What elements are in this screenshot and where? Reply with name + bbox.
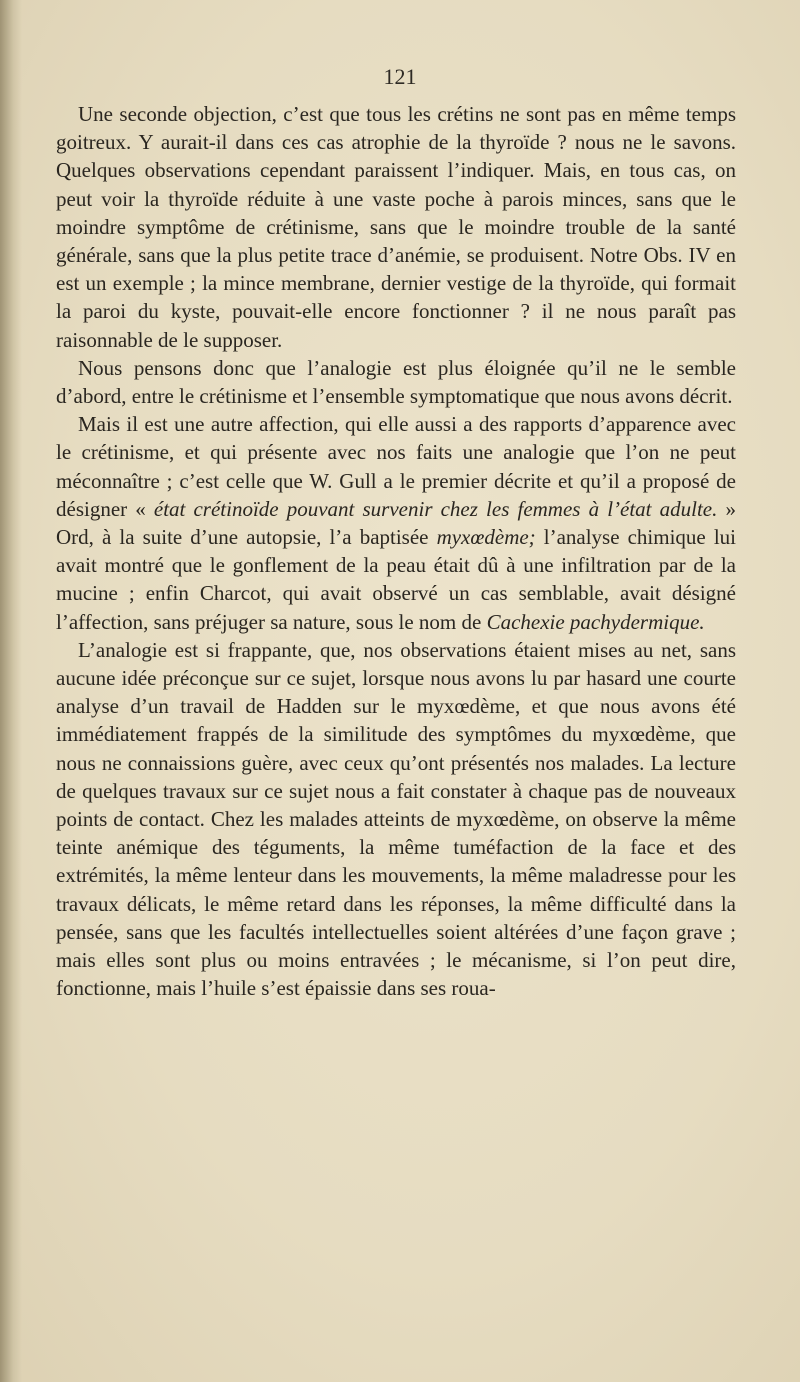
page-number: 121: [383, 64, 417, 89]
paragraph: [56, 636, 736, 1003]
italic-text: Cachexie pachydermique.: [486, 609, 705, 634]
text-run: Une seconde objection, c’est que tous les crétins ne sont pas en même temps goitreux. Y aurait-il dans ces cas atrophie de la thyroïde ? nous ne le savons. Quelques observations cependant paraissent l’indiquer. Mais, en tous cas, on peut voir la thyroïde réduite à une vaste poche à parois minces, sans que le moindre symptôme de crétinisme, sans que le moindre trouble de la santé générale, sans que la plus petite trace d’anémie, se produisent. Notre Obs. IV en est un exemple ; la mince membrane, dernier vestige de la thyroïde, qui formait la paroi du kyste, pouvait-elle encore fonctionner ? il ne nous paraît pas raisonnable de le supposer.: [56, 102, 736, 352]
paragraph: [56, 354, 736, 410]
body-text: [56, 100, 736, 1003]
italic-text: état crétinoïde pouvant survenir chez les femmes à l’état adulte.: [153, 496, 718, 521]
paragraph: [56, 410, 736, 636]
text-run: Mais il est une autre affection, qui elle aussi a des rapports d’apparence avec le crétinisme, et qui présente avec nos faits une analogie que l’on ne peut méconnaître ; c’est celle que W. Gull a le premier décrite et qu’il a proposé de désigner «: [56, 412, 736, 521]
text-run: L’analogie est si frappante, que, nos observations étaient mises au net, sans aucune idée préconçue sur ce sujet, lorsque nous avons lu par hasard une courte analyse d’un travail de Hadden sur le myxœdème, et que nous avons été immédiatement frappés de la similitude des symptômes du myxœdème, que nous ne connaissions guère, avec ceux qu’ont présentés nos malades. La lecture de quelques travaux sur ce sujet nous a fait constater à chaque pas de nouveaux points de contact. Chez les malades atteints de myxœdème, on observe la même teinte anémique des téguments, la même tuméfaction de la face et des extrémités, la même lenteur dans les mouvements, la même maladresse pour les travaux délicats, le même retard dans les réponses, la même difficulté dans la pensée, sans que les facultés intellectuelles soient altérées d’une façon grave ; mais elles sont plus ou moins entravées ; le mécanisme, si l’on peut dire, fonctionne, mais l’huile s’est épaissie dans ses roua-: [56, 637, 736, 1001]
text-run: » Ord, à la suite d’une autopsie, l’a baptisée: [56, 496, 736, 550]
italic-text: myxœdème;: [436, 525, 536, 550]
page-gutter-shadow: [0, 0, 22, 1382]
text-run: Nous pensons donc que l’analogie est plus éloignée qu’il ne le semble d’abord, entre le crétinisme et l’ensemble symptomatique que nous avons décrit.: [56, 355, 736, 409]
text-run: l’analyse chimique lui avait montré que le gonflement de la peau était dû à une infiltration par de la mucine ; enfin Charcot, qui avait observé un cas semblable, avait désigné l’affection, sans préjuger sa nature, sous le nom de: [56, 525, 736, 634]
paragraph: [56, 100, 736, 354]
